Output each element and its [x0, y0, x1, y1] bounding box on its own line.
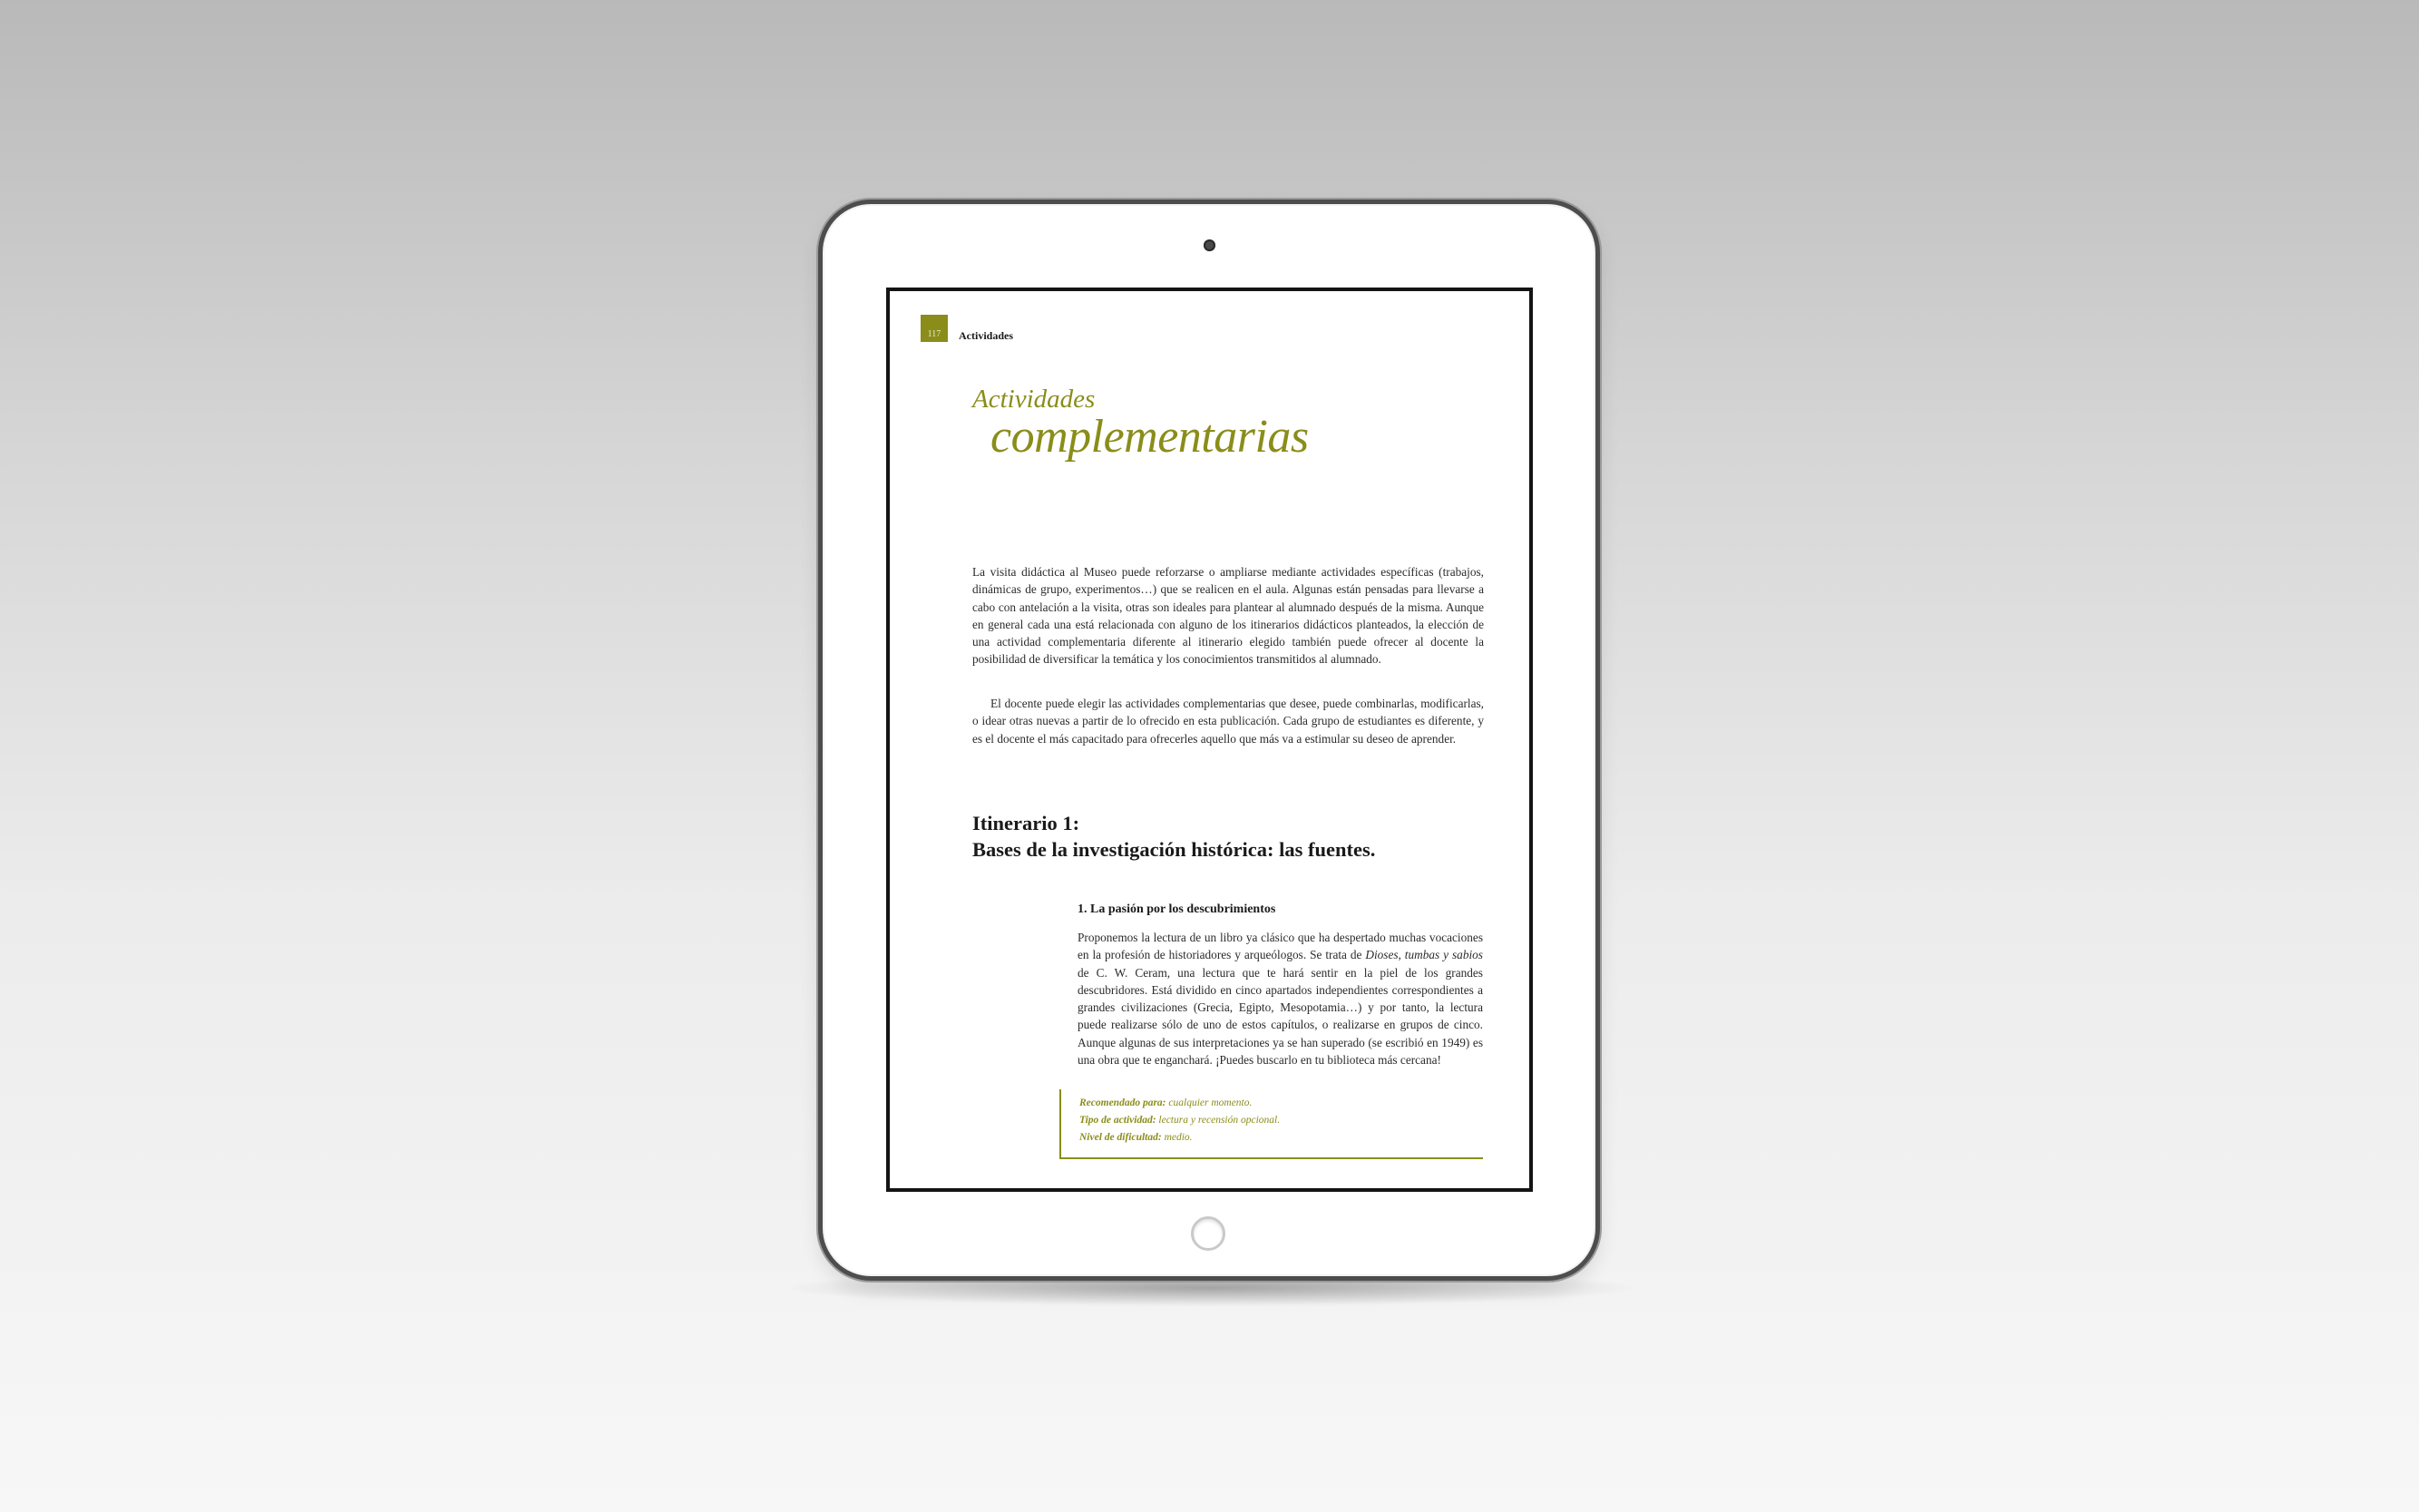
camera-icon: [1204, 239, 1215, 251]
section-header: Actividades: [959, 329, 1013, 342]
info-activity-type: Tipo de actividad: lectura y recensión opcional.: [1079, 1115, 1281, 1126]
activity-title: 1. La pasión por los descubrimientos: [1078, 902, 1276, 916]
intro-text-2: El docente puede elegir las actividades complementarias que desee, puede combinarlas, modificarlas, o idear otras nuevas a partir de lo ofrecido en esta publicación. Cada grupo de estudiantes es diferente, y es el docente el más capacitado para ofrecerles aquello que más va a estimular su deseo de aprender.: [972, 697, 1484, 746]
info-difficulty: Nivel de dificultad: medio.: [1079, 1132, 1193, 1143]
home-button[interactable]: [1191, 1216, 1225, 1251]
activity-description: [1078, 929, 1483, 1068]
intro-paragraph-1: [972, 563, 1484, 668]
itinerary-heading: [972, 810, 1498, 863]
page-number: 117: [927, 329, 941, 339]
intro-paragraph-2: [972, 695, 1484, 747]
page-title-line2: complementarias: [990, 411, 1309, 463]
itinerary-heading-line2: Bases de la investigación histórica: las fuentes.: [972, 838, 1376, 861]
intro-text-1: La visita didáctica al Museo puede reforzarse o ampliarse mediante actividades específicas (trabajos, dinámicas de grupo, experimentos…) que se realicen en el aula. Algunas están pensadas para llevarse a cabo con antelación a la visita, otras son ideales para plantear al alumnado después de la misma. Aunque en general cada una está relacionada con alguno de los itinerarios didácticos planteados, la elección de una actividad complementaria diferente al itinerario elegido también puede ofrecer al docente la posibilidad de diversificar la temática y los conocimientos transmitidos al alumnado.: [972, 565, 1484, 667]
page-title-line1: Actividades: [972, 385, 1096, 414]
info-recommended: Recomendado para: cualquier momento.: [1079, 1097, 1253, 1108]
page-number-badge: [921, 315, 948, 342]
activity-info-box: [1059, 1089, 1483, 1159]
book-title: Dioses, tumbas y sabios: [1365, 948, 1483, 962]
itinerary-heading-line1: Itinerario 1:: [972, 812, 1080, 834]
activity-text-part1: Proponemos la lectura de un libro ya clásico que ha despertado muchas vocaciones en la profesión de historiadores y arqueólogos. Se trata de: [1078, 931, 1483, 962]
activity-text-part2: de C. W. Ceram, una lectura que te hará sentir en la piel de los grandes descubridores. Está dividido en cinco apartados independientes correspondientes a grandes civilizaciones (Grecia, Egipto, Mesopotamia…) y por tanto, la lectura puede realizarse sólo de uno de estos capítulos, o realizarse en grupos de cinco. Aunque algunas de sus interpretaciones ya se han superado (se escribió en 1949) es una obra que te enganchará. ¡Puedes buscarlo en tu biblioteca más cercana!: [1078, 965, 1483, 1068]
